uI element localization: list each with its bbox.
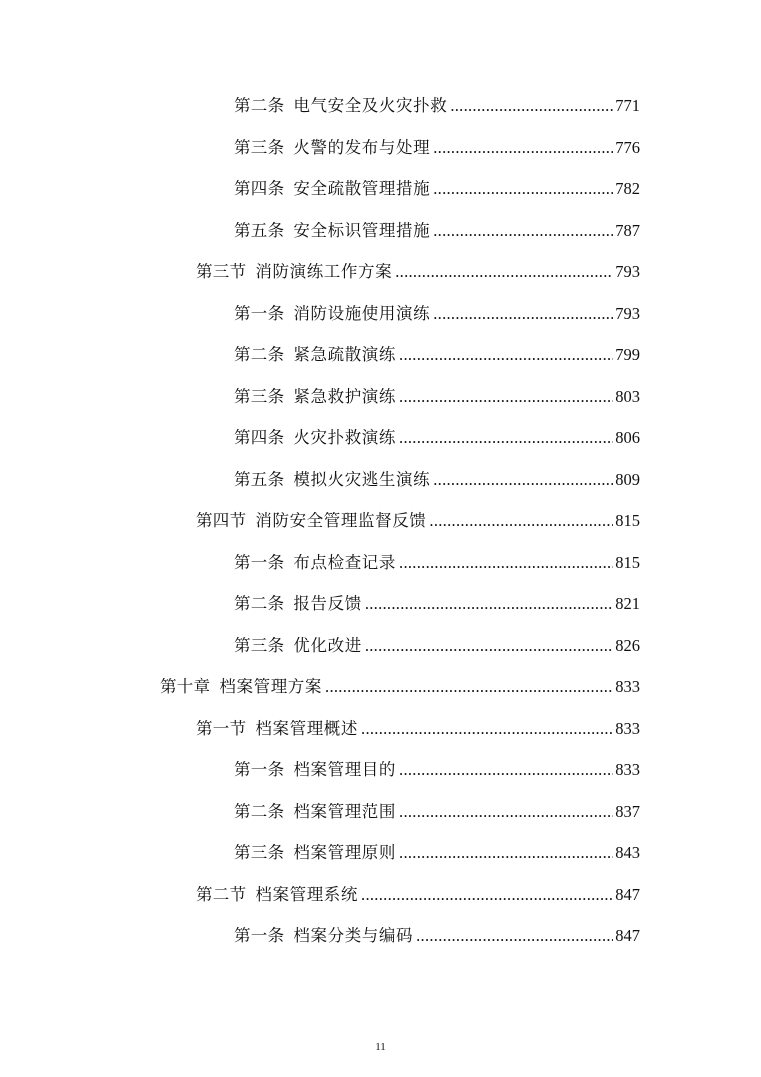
toc-entry-title: 模拟火灾逃生演练: [293, 469, 431, 489]
toc-leader-dots: [399, 802, 613, 822]
toc-entry-page: 815: [615, 511, 640, 530]
toc-entry-page: 843: [615, 843, 640, 862]
toc-entry-section[interactable]: [0, 507, 761, 549]
toc-entry-title: 安全标识管理措施: [293, 220, 431, 240]
toc-entry-article[interactable]: [0, 424, 761, 466]
toc-entry-page: 833: [615, 718, 640, 738]
toc-entry-title: 安全疏散管理措施: [293, 179, 431, 198]
toc-leader-dots: [361, 885, 613, 905]
toc-entry-page: 776: [615, 137, 640, 157]
toc-entry-page: 815: [615, 552, 640, 572]
toc-entry-title: 档案管理系统: [255, 884, 359, 904]
toc-entry-chapter[interactable]: [0, 673, 761, 715]
toc-leader-dots: [433, 470, 613, 490]
toc-entry-article[interactable]: [0, 756, 761, 798]
toc-leader-dots: [361, 719, 613, 739]
toc-entry-page: 787: [615, 220, 640, 240]
toc-entry-article[interactable]: [0, 798, 761, 840]
toc-entry-title: 档案管理目的: [293, 760, 397, 779]
toc-entry-article[interactable]: [0, 134, 761, 176]
toc-leader-dots: [399, 553, 613, 573]
toc-leader-dots: [399, 760, 613, 780]
toc-entry-title: 档案管理概述: [255, 718, 359, 738]
toc-entry-label: 第二条: [234, 96, 285, 115]
toc-leader-dots: [395, 262, 613, 282]
toc-entry-article[interactable]: [0, 549, 761, 591]
toc-entry-article[interactable]: [0, 175, 761, 217]
toc-entry-page: 771: [615, 96, 640, 115]
toc-entry-label: 第四条: [234, 428, 285, 447]
toc-entry-title: 档案管理范围: [293, 801, 397, 821]
toc-entry-page: 793: [615, 262, 640, 281]
toc-entry-label: 第一条: [234, 926, 285, 945]
toc-leader-dots: [399, 345, 613, 365]
toc-leader-dots: [399, 387, 613, 407]
toc-entry-article[interactable]: [0, 839, 761, 881]
toc-leader-dots: [433, 179, 613, 199]
toc-leader-dots: [433, 221, 613, 241]
toc-entry-article[interactable]: [0, 341, 761, 383]
toc-entry-page: 793: [615, 303, 640, 323]
toc-entry-label: 第一条: [234, 552, 285, 572]
toc-entry-page: 833: [615, 760, 640, 779]
toc-entry-title: 档案管理方案: [219, 677, 323, 696]
toc-entry-label: 第十章: [160, 677, 211, 696]
toc-entry-article[interactable]: [0, 92, 761, 134]
toc-entry-article[interactable]: [0, 632, 761, 674]
toc-entry-label: 第二条: [234, 801, 285, 821]
toc-entry-label: 第三条: [234, 137, 285, 157]
toc-entry-title: 火灾扑救演练: [293, 428, 397, 447]
toc-leader-dots: [433, 138, 613, 158]
toc-entry-article[interactable]: [0, 590, 761, 632]
toc-entry-label: 第一条: [234, 760, 285, 779]
toc-entry-label: 第五条: [234, 469, 285, 489]
toc-entry-page: 821: [615, 594, 640, 613]
toc-leader-dots: [365, 594, 613, 614]
toc-entry-section[interactable]: [0, 881, 761, 923]
toc-leader-dots: [399, 843, 613, 863]
toc-entry-label: 第三条: [234, 843, 285, 862]
toc-entry-title: 布点检查记录: [293, 552, 397, 572]
toc-entry-page: 847: [615, 926, 640, 945]
toc-entry-label: 第二节: [196, 884, 247, 904]
toc-entry-page: 803: [615, 386, 640, 406]
toc-entry-title: 消防安全管理监督反馈: [255, 511, 427, 530]
toc-entry-page: 806: [615, 428, 640, 447]
table-of-contents: [0, 92, 761, 964]
toc-entry-article[interactable]: [0, 300, 761, 342]
toc-entry-label: 第三节: [196, 262, 247, 281]
toc-entry-article[interactable]: [0, 383, 761, 425]
toc-leader-dots: [365, 636, 613, 656]
toc-entry-title: 报告反馈: [293, 594, 362, 613]
toc-entry-section[interactable]: [0, 715, 761, 757]
toc-entry-page: 847: [615, 884, 640, 904]
toc-entry-article[interactable]: [0, 217, 761, 259]
toc-entry-page: 837: [615, 801, 640, 821]
toc-leader-dots: [433, 304, 613, 324]
toc-leader-dots: [450, 96, 613, 116]
toc-entry-title: 紧急救护演练: [293, 386, 397, 406]
toc-entry-label: 第二条: [234, 345, 285, 364]
toc-entry-label: 第五条: [234, 220, 285, 240]
toc-entry-title: 火警的发布与处理: [293, 137, 431, 157]
toc-entry-label: 第三条: [234, 386, 285, 406]
toc-entry-title: 消防演练工作方案: [255, 262, 393, 281]
toc-entry-label: 第一节: [196, 718, 247, 738]
toc-entry-label: 第二条: [234, 594, 285, 613]
toc-entry-article[interactable]: [0, 466, 761, 508]
toc-entry-page: 799: [615, 345, 640, 364]
toc-entry-page: 782: [615, 179, 640, 198]
toc-leader-dots: [429, 511, 613, 531]
toc-leader-dots: [399, 428, 613, 448]
toc-entry-page: 833: [615, 677, 640, 696]
toc-entry-section[interactable]: [0, 258, 761, 300]
toc-entry-title: 电气安全及火灾扑救: [293, 96, 448, 115]
toc-entry-title: 紧急疏散演练: [293, 345, 397, 364]
toc-entry-page: 826: [615, 635, 640, 655]
toc-leader-dots: [416, 926, 613, 946]
toc-entry-title: 优化改进: [293, 635, 362, 655]
toc-leader-dots: [325, 677, 613, 697]
toc-entry-label: 第一条: [234, 303, 285, 323]
toc-entry-title: 消防设施使用演练: [293, 303, 431, 323]
toc-entry-label: 第三条: [234, 635, 285, 655]
page-number: 11: [375, 1041, 386, 1053]
toc-entry-label: 第四节: [196, 511, 247, 530]
toc-entry-title: 档案管理原则: [293, 843, 397, 862]
toc-entry-article[interactable]: [0, 922, 761, 964]
toc-entry-page: 809: [615, 469, 640, 489]
toc-entry-label: 第四条: [234, 179, 285, 198]
toc-entry-title: 档案分类与编码: [293, 926, 414, 945]
